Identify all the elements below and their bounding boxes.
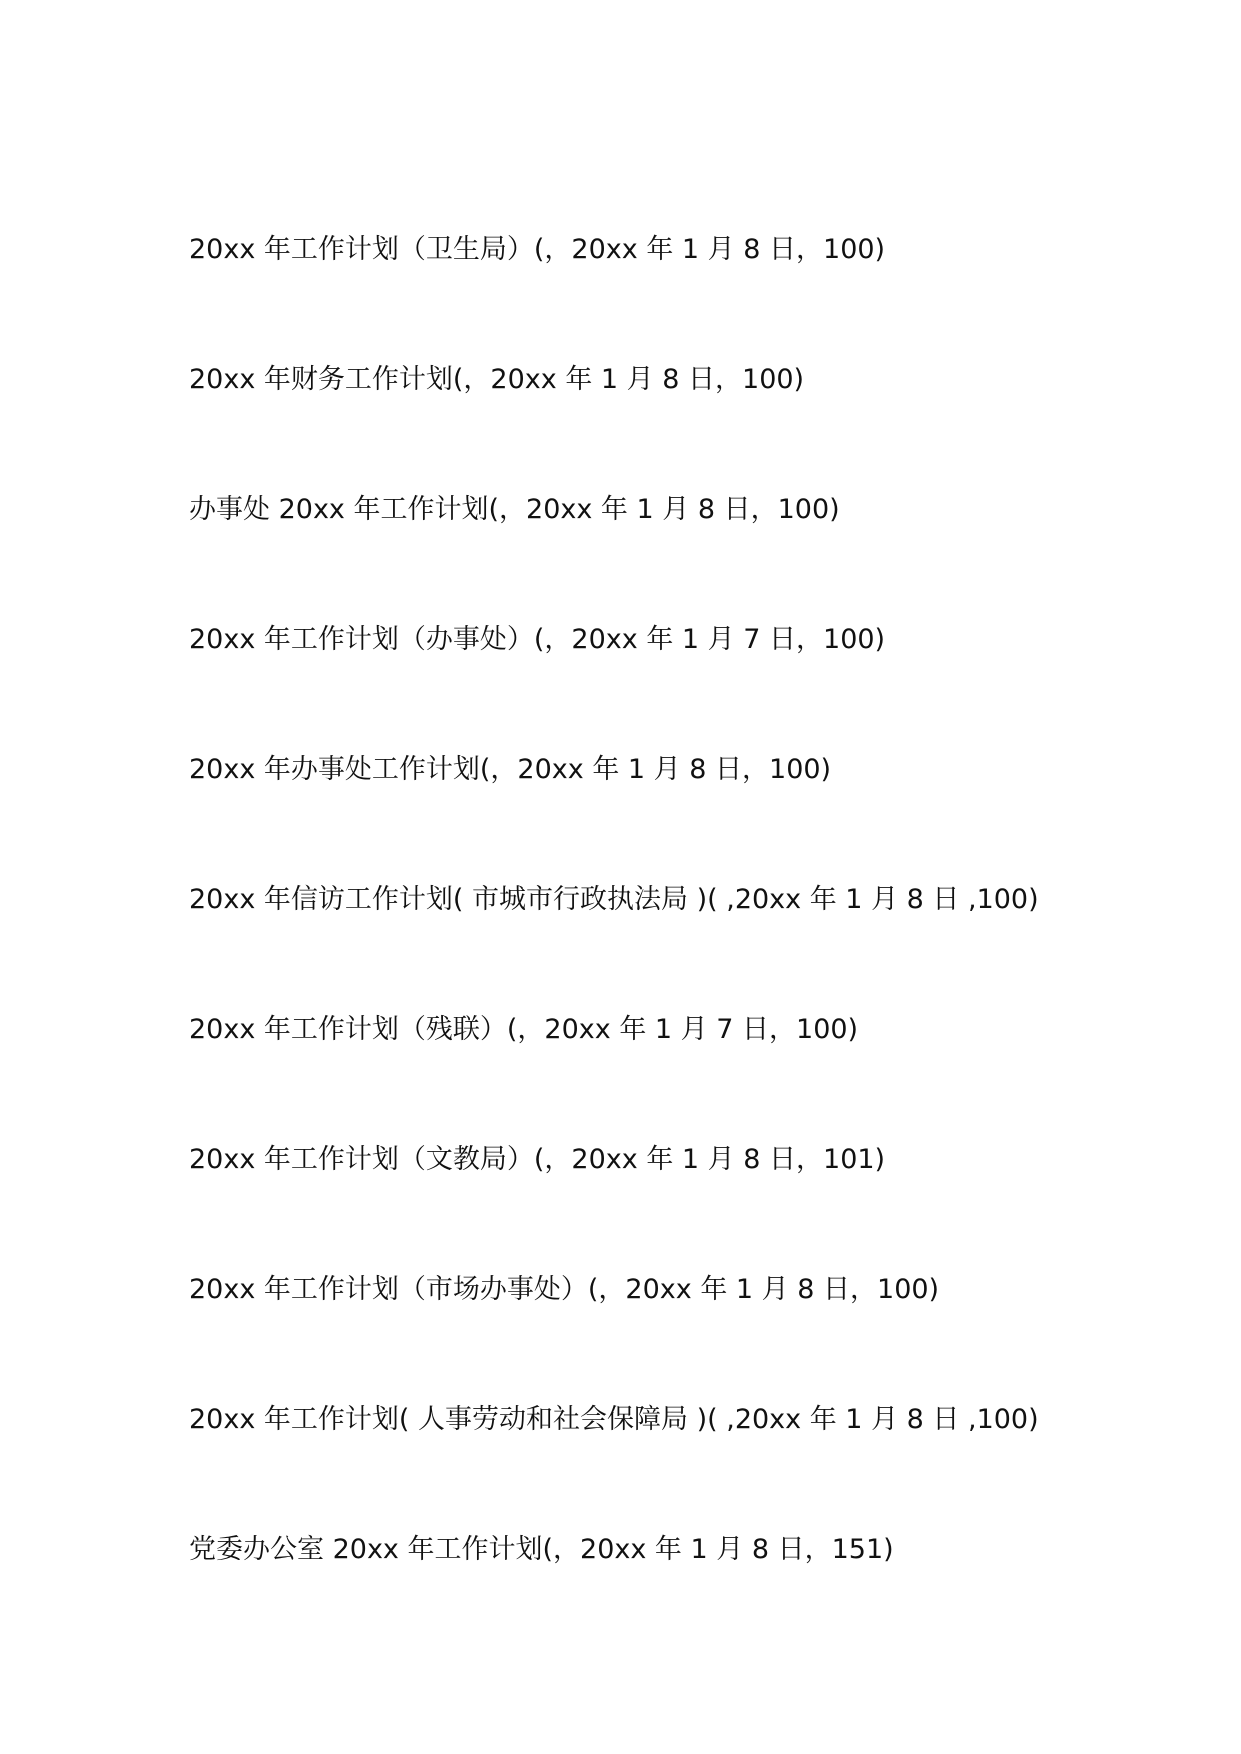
entry-line-9: 20xx 年工作计划（市场办事处）(，20xx 年 1 月 8 日，100) xyxy=(189,1274,940,1305)
entry-line-10: 20xx 年工作计划( 人事劳动和社会保障局 )( ,20xx 年 1 月 8 日 ,100) xyxy=(189,1404,1039,1435)
entry-line-2: 20xx 年财务工作计划(，20xx 年 1 月 8 日，100) xyxy=(189,364,805,395)
entry-line-3: 办事处 20xx 年工作计划(，20xx 年 1 月 8 日，100) xyxy=(189,494,840,525)
entry-line-11: 党委办公室 20xx 年工作计划(，20xx 年 1 月 8 日，151) xyxy=(189,1534,894,1565)
entry-line-8: 20xx 年工作计划（文教局）(，20xx 年 1 月 8 日，101) xyxy=(189,1144,886,1175)
entry-line-5: 20xx 年办事处工作计划(，20xx 年 1 月 8 日，100) xyxy=(189,754,832,785)
entry-line-4: 20xx 年工作计划（办事处）(，20xx 年 1 月 7 日，100) xyxy=(189,624,886,655)
entry-line-7: 20xx 年工作计划（残联）(，20xx 年 1 月 7 日，100) xyxy=(189,1014,859,1045)
entry-line-6: 20xx 年信访工作计划( 市城市行政执法局 )( ,20xx 年 1 月 8 日 ,100) xyxy=(189,884,1039,915)
entry-line-1: 20xx 年工作计划（卫生局）(，20xx 年 1 月 8 日，100) xyxy=(189,234,886,265)
